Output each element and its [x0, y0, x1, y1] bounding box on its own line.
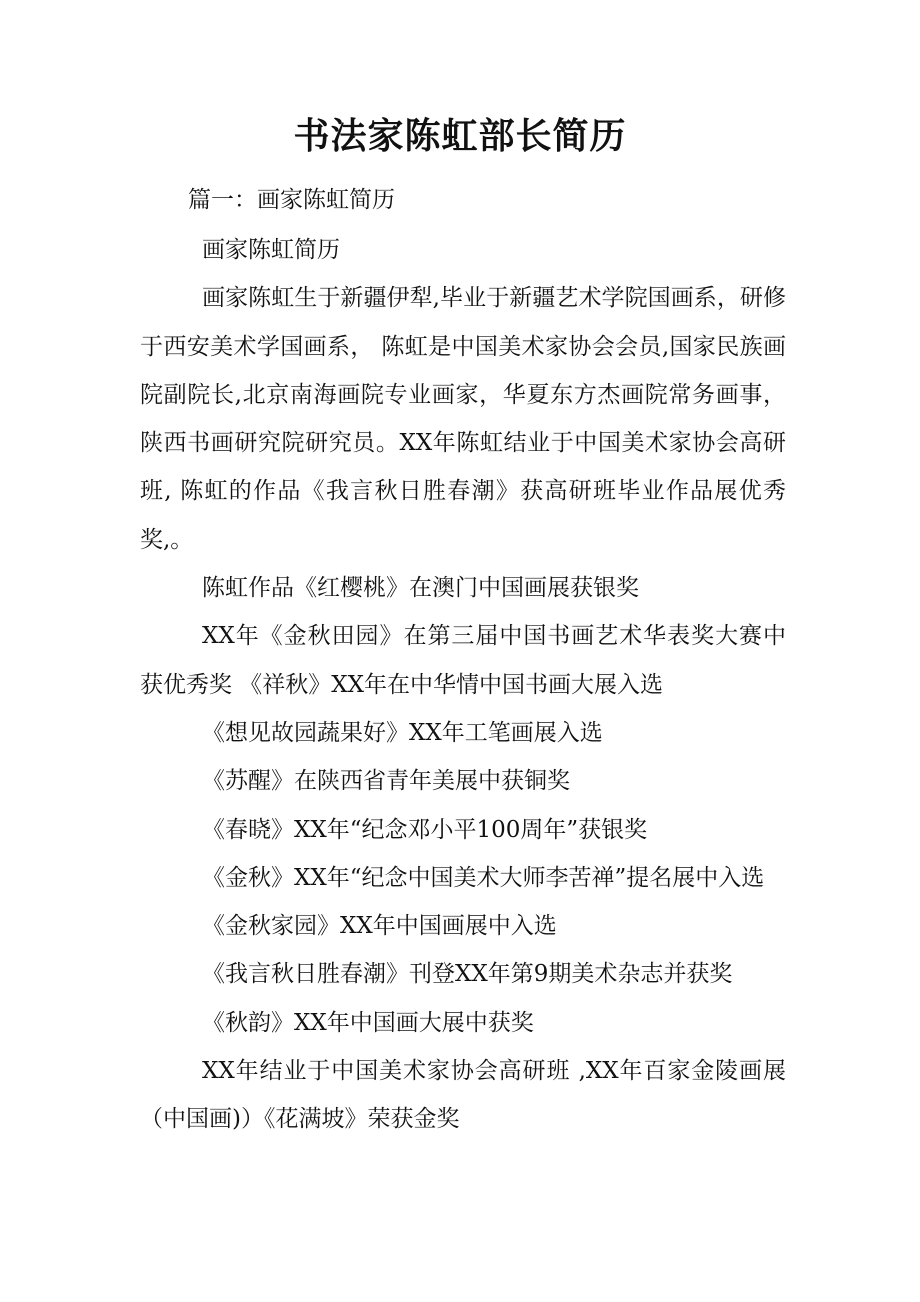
- paragraph-award: 《金秋》XX年“纪念中国美术大师李苦禅”提名展中入选: [202, 864, 765, 891]
- paragraph-award: 《苏醒》在陕西省青年美展中获铜奖: [202, 768, 570, 795]
- document-body: [140, 226, 786, 1144]
- paragraph-award: 《我言秋日胜春潮》刊登XX年第9期美术杂志并获奖: [202, 961, 733, 988]
- document-title: 书法家陈虹部长简历: [293, 115, 627, 157]
- paragraph-award: 《春晓》XX年“纪念邓小平100周年”获银奖: [202, 816, 648, 843]
- paragraph-award: 《秋韵》XX年中国画大展中获奖: [202, 1009, 534, 1036]
- paragraph-award: XX年结业于中国美术家协会高研班 ,XX年百家金陵画展（中国画)）《花满坡》荣获金奖: [140, 1058, 786, 1133]
- paragraph-award: 陈虹作品《红樱桃》在澳门中国画展获银奖: [202, 575, 639, 602]
- section-heading: 篇一：画家陈虹简历: [188, 187, 395, 213]
- paragraph-subtitle: 画家陈虹简历: [202, 237, 340, 263]
- paragraph-award: 《金秋家园》XX年中国画展中入选: [202, 913, 557, 940]
- paragraph-award: XX年《金秋田园》在第三届中国书画艺术华表奖大赛中获优秀奖 《祥秋》XX年在中华情中国书画大展入选: [140, 623, 786, 698]
- paragraph-award: 《想见故园蔬果好》XX年工笔画展入选: [202, 719, 603, 746]
- paragraph-biography: 画家陈虹生于新疆伊犁,毕业于新疆艺术学院国画系，研修于西安美术学国画系， 陈虹是中国美术家协会会员,国家民族画院副院长,北京南海画院专业画家，华夏东方杰画院常务画事，陕西书画研究院研究员。XX年陈虹结业于中国美术家协会高研班, 陈虹的作品《我言秋日胜春潮》获高研班毕业作品展优秀奖,。: [140, 285, 786, 553]
